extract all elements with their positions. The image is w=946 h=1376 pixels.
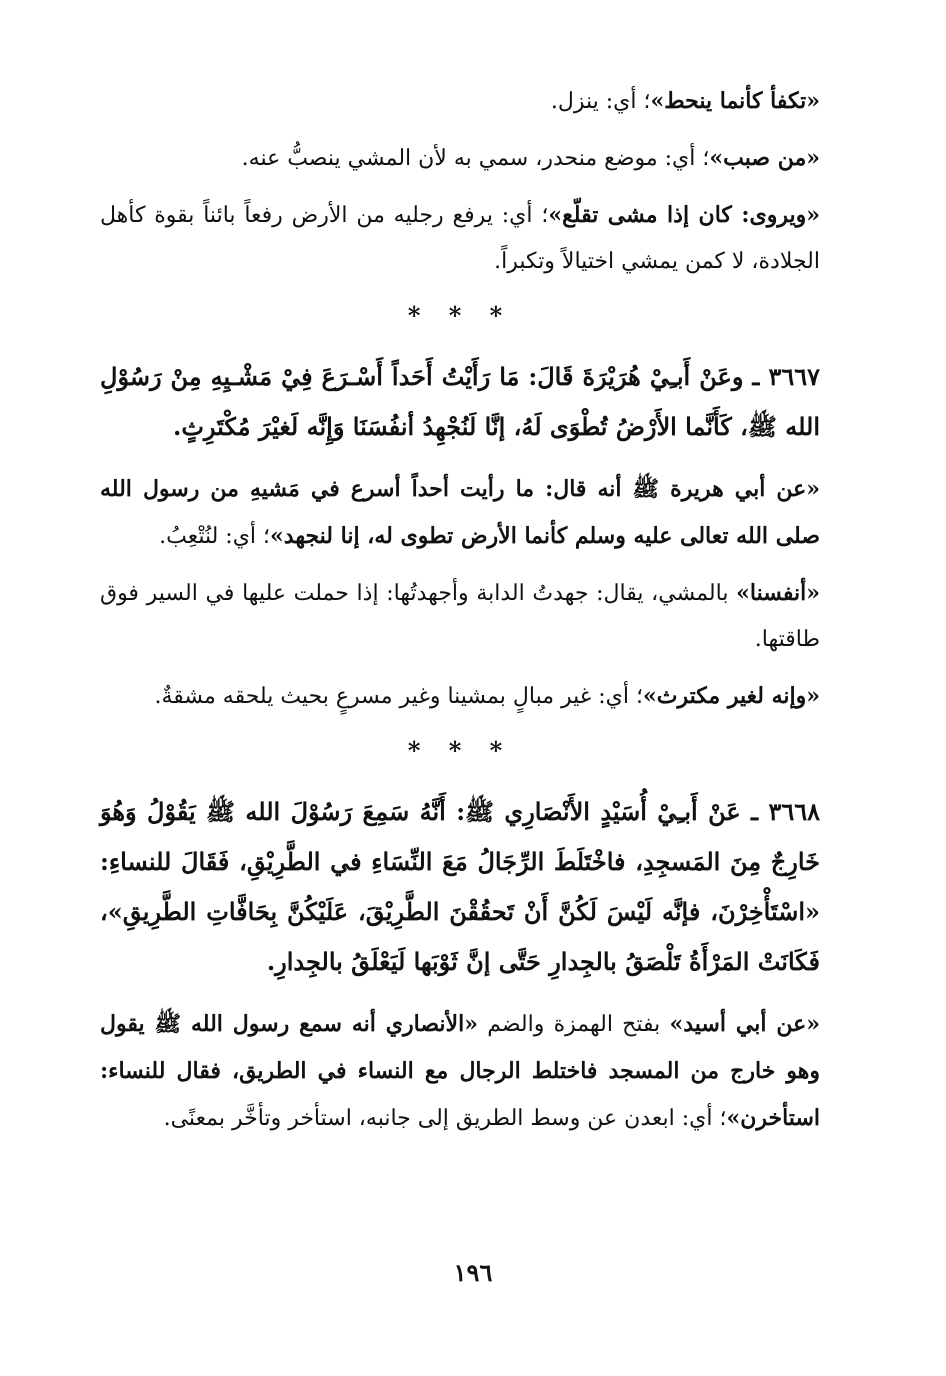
commentary-paragraph	[100, 673, 820, 720]
quoted-phrase: «عن أبي أسيد»	[669, 1011, 820, 1037]
page-number: ١٩٦	[453, 1258, 493, 1287]
explanation-text: ؛ أي: ابعدن عن وسط الطريق إلى جانبه، استأخر وتأخَّر بمعنًى.	[163, 1106, 727, 1131]
explanation-text: ؛ أي: يرفع رجليه من الأرض رفعاً بائناً بقوة كأهل الجلادة، لا كمن يمشي اختيالاً وتكبراً.	[100, 203, 820, 274]
section-separator: * * *	[407, 301, 513, 330]
quoted-phrase: «ويروى: كان إذا مشى تقلّع»	[548, 202, 820, 228]
commentary-paragraph	[100, 192, 820, 285]
explanation-text: ؛ أي: ينزل.	[550, 89, 651, 114]
page-body	[100, 78, 820, 1152]
quoted-phrase: «وإنه لغير مكترث»	[643, 683, 820, 709]
commentary-paragraph	[100, 570, 820, 663]
commentary-paragraph	[100, 78, 820, 125]
quoted-phrase: «من صبب»	[709, 145, 820, 171]
hadith-3668: ٣٦٦٨ ـ عَنْ أَبـِيْ أُسَيْدٍ الأَنْصَارِي ﷺ: أَنَّهُ سَمِعَ رَسُوْلَ الله ﷺ يَقُوْلُ وَهُوَ خَارِجٌ مِنَ المَسجِدِ، فاخْتَلَطَ الرِّجَالُ مَعَ النِّسَاءِ في الطَّرِيْقِ، فَقَالَ للنساءِ: «اسْتَأْخِرْنَ، فإنَّه لَيْسَ لَكُنَّ أَنْ تَحقُقْنَ الطَّرِيْقَ، عَلَيْكُنَّ بِحَافَّاتِ الطَّرِيقِ»، فَكَانَتْ المَرْأَةُ تَلْصَقُ بالجِدارِ حَتَّى إنَّ ثَوْبَها لَيَعْلَقُ بالجِدارِ.	[100, 797, 821, 976]
explanation-text: ؛ أي: موضع منحدر، سمي به لأن المشي ينصبُّ عنه.	[241, 146, 710, 171]
quoted-phrase: «عن أبي هريرة ﷺ أنه قال: ما رأيت أحداً أسرع في مَشيهِ من رسول الله صلى الله تعالى عليه وسلم كأنما الأرض تطوى له، إنا لنجهد»	[100, 476, 820, 549]
explanation-text: ؛ أي: غير مبالٍ بمشينا وغير مسرعٍ بحيث يلحقه مشقةٌ.	[154, 684, 643, 709]
commentary-paragraph	[100, 466, 820, 560]
commentary-paragraph	[100, 1001, 820, 1142]
hadith-3667: ٣٦٦٧ ـ وعَنْ أَبـِيْ هُرَيْرَةَ قَالَ: مَا رَأَيْتُ أَحَداً أَسْـرَعَ فِيْ مَشْـيِهِ مِنْ رَسُوْلِ الله ﷺ، كَأَنَّما الأَرْضُ تُطْوَى لَهُ، إنَّا لَنُجْهِدُ أنفُسَنَا وَإِنَّه لَغيْرَ مُكْتَرِثٍ.	[100, 362, 821, 441]
quoted-phrase: «تكفأ كأنما ينحط»	[650, 88, 820, 114]
quoted-phrase: «الأنصاري أنه سمع رسول الله ﷺ يقول وهو خارج من المسجد فاختلط الرجال مع النساء في الطريق، فقال للنساء: استأخرن»	[100, 1011, 820, 1131]
explanation-text: بالمشي، يقال: جهدتُ الدابة وأجهدتُها: إذا حملت عليها في السير فوق طاقتها.	[100, 581, 820, 652]
commentary-paragraph	[100, 135, 820, 182]
section-separator: * * *	[407, 736, 513, 765]
explanation-text: ؛ أي: لنُتْعِبُ.	[159, 524, 271, 549]
quoted-phrase: «أنفسنا»	[736, 580, 820, 606]
explanation-text: بفتح الهمزة والضم	[477, 1012, 670, 1037]
